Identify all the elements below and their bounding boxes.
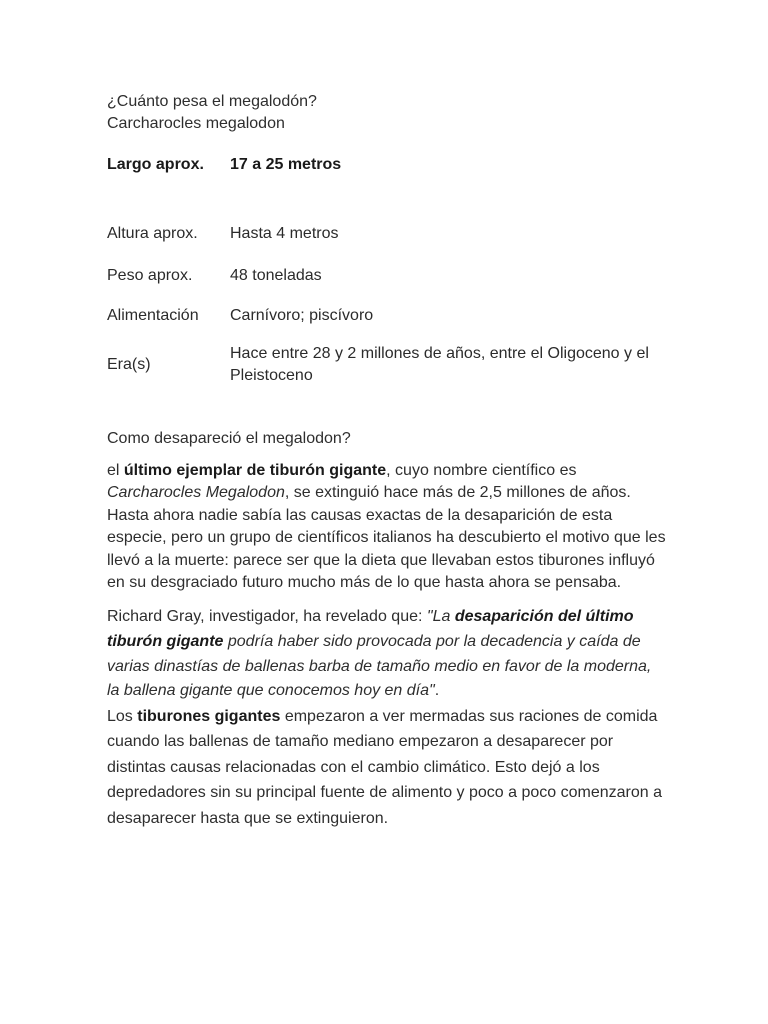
quote-start: "La: [426, 608, 455, 626]
paragraph-cause: [107, 704, 667, 832]
paragraph-text: Richard Gray, investigador, ha revelado que:: [107, 608, 427, 626]
paragraph-text: .: [434, 682, 440, 700]
fact-value: 17 a 25 metros: [230, 156, 342, 173]
quote-bold: desaparición del último tiburón gigante: [107, 608, 634, 651]
fact-value: 48 toneladas: [230, 267, 322, 284]
fact-label: Largo aprox.: [107, 156, 204, 173]
table-row: [107, 154, 667, 198]
fact-value: Hace entre 28 y 2 millones de años, entre el Oligoceno y el Pleistoceno: [230, 345, 649, 384]
paragraph-text: , cuyo nombre científico es: [386, 462, 577, 479]
paragraph-italic: Carcharocles Megalodon: [107, 484, 285, 502]
table-row: [107, 256, 667, 296]
fact-label: Alimentación: [107, 307, 199, 324]
table-row: [107, 336, 667, 394]
species-name: Carcharocles megalodon: [107, 115, 285, 132]
table-row: [107, 198, 667, 256]
document-page: [107, 91, 667, 847]
paragraph-bold: tiburones gigantes: [137, 707, 281, 725]
facts-table: [107, 154, 667, 394]
fact-value: Carnívoro; piscívoro: [230, 307, 374, 324]
paragraph-extinction: [107, 460, 667, 594]
fact-value: Hasta 4 metros: [230, 225, 339, 242]
fact-label: Era(s): [107, 356, 151, 373]
document-title: ¿Cuánto pesa el megalodón?: [107, 93, 317, 110]
paragraph-quote: [107, 605, 667, 703]
paragraph-text: , se extinguió hace más de 2,5 millones de años. Hasta ahora nadie sabía las causas exactas de la desaparición de esta especie, pero un grupo de científicos italianos ha descubierto el motivo que les llevó a la muerte: parece ser que la dieta que llevaban estos tiburones influyó en su desgraciado futuro mucho más de lo que hasta ahora se pensaba.: [107, 484, 666, 592]
fact-label: Peso aprox.: [107, 267, 193, 284]
fact-label: Altura aprox.: [107, 225, 198, 242]
paragraph-bold: último ejemplar de tiburón gigante: [123, 462, 387, 479]
table-row: [107, 296, 667, 336]
paragraph-text: el: [107, 462, 124, 479]
section-heading: Como desapareció el megalodon?: [107, 430, 351, 447]
paragraph-text: Los: [107, 707, 138, 725]
quote-text: podría haber sido provocada por la decadencia y caída de varias dinastías de ballenas barba de tamaño medio en favor de la moderna, la ballena gigante que conocemos hoy en día": [107, 633, 652, 700]
paragraph-text: empezaron a ver mermadas sus raciones de comida cuando las ballenas de tamaño mediano empezaron a desaparecer por distintas causas relacionadas con el cambio climático. Esto dejó a los depredadores sin su principal fuente de alimento y poco a poco comenzaron a desaparecer hasta que se extinguieron.: [107, 707, 663, 827]
